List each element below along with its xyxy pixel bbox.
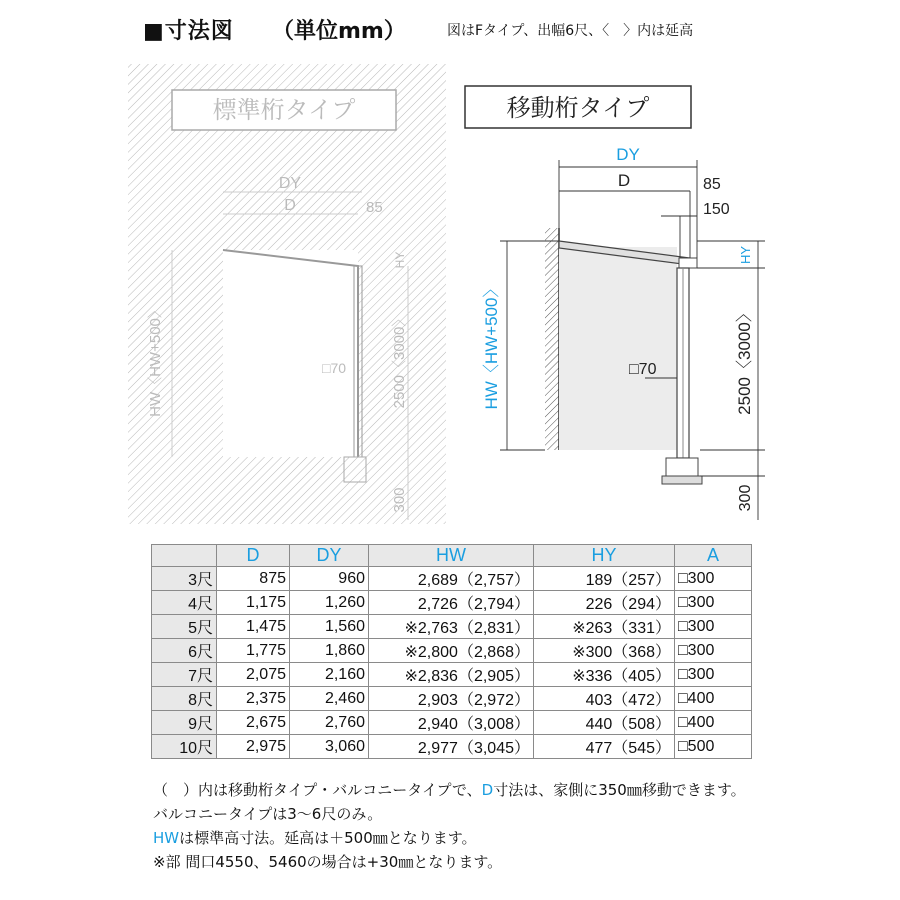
- right-150: 150: [703, 201, 730, 218]
- left-85: 85: [366, 199, 383, 216]
- right-hw: HW〈HW+500〉: [482, 280, 501, 410]
- size-cell: 5尺: [152, 615, 217, 639]
- a-cell: □300: [675, 567, 752, 591]
- left-type-label: 標準桁タイプ: [212, 97, 356, 124]
- unit-label: （単位mm）: [272, 19, 406, 44]
- header-cell: D: [217, 545, 290, 567]
- left-post: □70: [322, 360, 347, 376]
- a-cell: □300: [675, 615, 752, 639]
- right-85: 85: [703, 176, 721, 193]
- d-cell: 2,075: [217, 663, 290, 687]
- table-row: [152, 687, 752, 711]
- hw-cell: ※2,800（2,868）: [369, 639, 534, 663]
- table-row: [152, 591, 752, 615]
- table-row: [152, 567, 752, 591]
- a-cell: □300: [675, 663, 752, 687]
- header-cell: HW: [369, 545, 534, 567]
- d-cell: 875: [217, 567, 290, 591]
- hy-cell: 226（294）: [534, 591, 675, 615]
- size-cell: 4尺: [152, 591, 217, 615]
- dy-cell: 960: [290, 567, 369, 591]
- hw-cell: 2,977（3,045）: [369, 735, 534, 759]
- hw-cell: 2,940（3,008）: [369, 711, 534, 735]
- hw-cell: ※2,836（2,905）: [369, 663, 534, 687]
- table-header-row: [152, 545, 752, 567]
- d-cell: 2,375: [217, 687, 290, 711]
- dy-cell: 1,560: [290, 615, 369, 639]
- left-dy: DY: [278, 175, 302, 192]
- table-row: [152, 639, 752, 663]
- size-cell: 9尺: [152, 711, 217, 735]
- section-title: ■寸法図: [143, 19, 234, 44]
- d-cell: 1,475: [217, 615, 290, 639]
- left-base: 300: [391, 487, 408, 513]
- size-cell: 6尺: [152, 639, 217, 663]
- d-cell: 1,775: [217, 639, 290, 663]
- left-d: D: [284, 197, 296, 214]
- footnote-1-a: （ ）内は移動桁タイプ・バルコニータイプで、: [153, 781, 482, 799]
- size-cell: 7尺: [152, 663, 217, 687]
- figure-note: 図はFタイプ、出幅6尺、〈 〉内は延高: [447, 23, 694, 39]
- table-row: [152, 711, 752, 735]
- d-cell: 2,675: [217, 711, 290, 735]
- d-cell: 1,175: [217, 591, 290, 615]
- footnote-2: バルコニータイプは3～6尺のみ。: [153, 805, 383, 823]
- right-height: 2500〈3000〉: [735, 305, 754, 415]
- footnote-1-d: D: [481, 781, 494, 799]
- footnote-1-c: 寸法は、家側に350㎜移動できます。: [493, 781, 746, 799]
- dimension-table: [151, 544, 752, 759]
- header-cell: [152, 545, 217, 567]
- dy-cell: 1,860: [290, 639, 369, 663]
- header-cell: HY: [534, 545, 675, 567]
- hy-cell: 440（508）: [534, 711, 675, 735]
- dy-cell: 3,060: [290, 735, 369, 759]
- a-cell: □500: [675, 735, 752, 759]
- footnote-1: [153, 779, 746, 800]
- dy-cell: 2,760: [290, 711, 369, 735]
- hw-cell: 2,689（2,757）: [369, 567, 534, 591]
- footnote-3-hw: HW: [153, 829, 180, 847]
- left-hw: HW〈HW+500〉: [147, 303, 164, 417]
- right-base: 300: [737, 484, 754, 512]
- hy-cell: 189（257）: [534, 567, 675, 591]
- a-cell: □300: [675, 639, 752, 663]
- hy-cell: 403（472）: [534, 687, 675, 711]
- footnote-4: ※部 間口4550、5460の場合は+30㎜となります。: [153, 853, 503, 871]
- a-cell: □400: [675, 711, 752, 735]
- header-cell: A: [675, 545, 752, 567]
- d-cell: 2,975: [217, 735, 290, 759]
- hw-cell: ※2,763（2,831）: [369, 615, 534, 639]
- right-dy: DY: [616, 145, 640, 164]
- footnote-3-b: は標準高寸法。延高は＋500㎜となります。: [179, 829, 477, 847]
- footnote-3: [153, 827, 477, 848]
- left-height: 2500〈3000〉: [391, 311, 408, 409]
- dy-cell: 2,460: [290, 687, 369, 711]
- header-cell: DY: [290, 545, 369, 567]
- dy-cell: 1,260: [290, 591, 369, 615]
- right-type-label: 移動桁タイプ: [506, 95, 650, 122]
- hw-cell: 2,903（2,972）: [369, 687, 534, 711]
- hy-cell: ※300（368）: [534, 639, 675, 663]
- left-hy: HY: [393, 251, 407, 269]
- right-d: D: [617, 171, 631, 190]
- size-cell: 3尺: [152, 567, 217, 591]
- hw-cell: 2,726（2,794）: [369, 591, 534, 615]
- a-cell: □400: [675, 687, 752, 711]
- right-hy: HY: [738, 245, 753, 265]
- left-diagram: [128, 64, 446, 524]
- size-cell: 10尺: [152, 735, 217, 759]
- hy-cell: ※263（331）: [534, 615, 675, 639]
- table-row: [152, 735, 752, 759]
- table-row: [152, 663, 752, 687]
- size-cell: 8尺: [152, 687, 217, 711]
- hy-cell: 477（545）: [534, 735, 675, 759]
- table-row: [152, 615, 752, 639]
- dy-cell: 2,160: [290, 663, 369, 687]
- a-cell: □300: [675, 591, 752, 615]
- right-diagram: [465, 86, 765, 520]
- hy-cell: ※336（405）: [534, 663, 675, 687]
- right-post: □70: [629, 361, 657, 378]
